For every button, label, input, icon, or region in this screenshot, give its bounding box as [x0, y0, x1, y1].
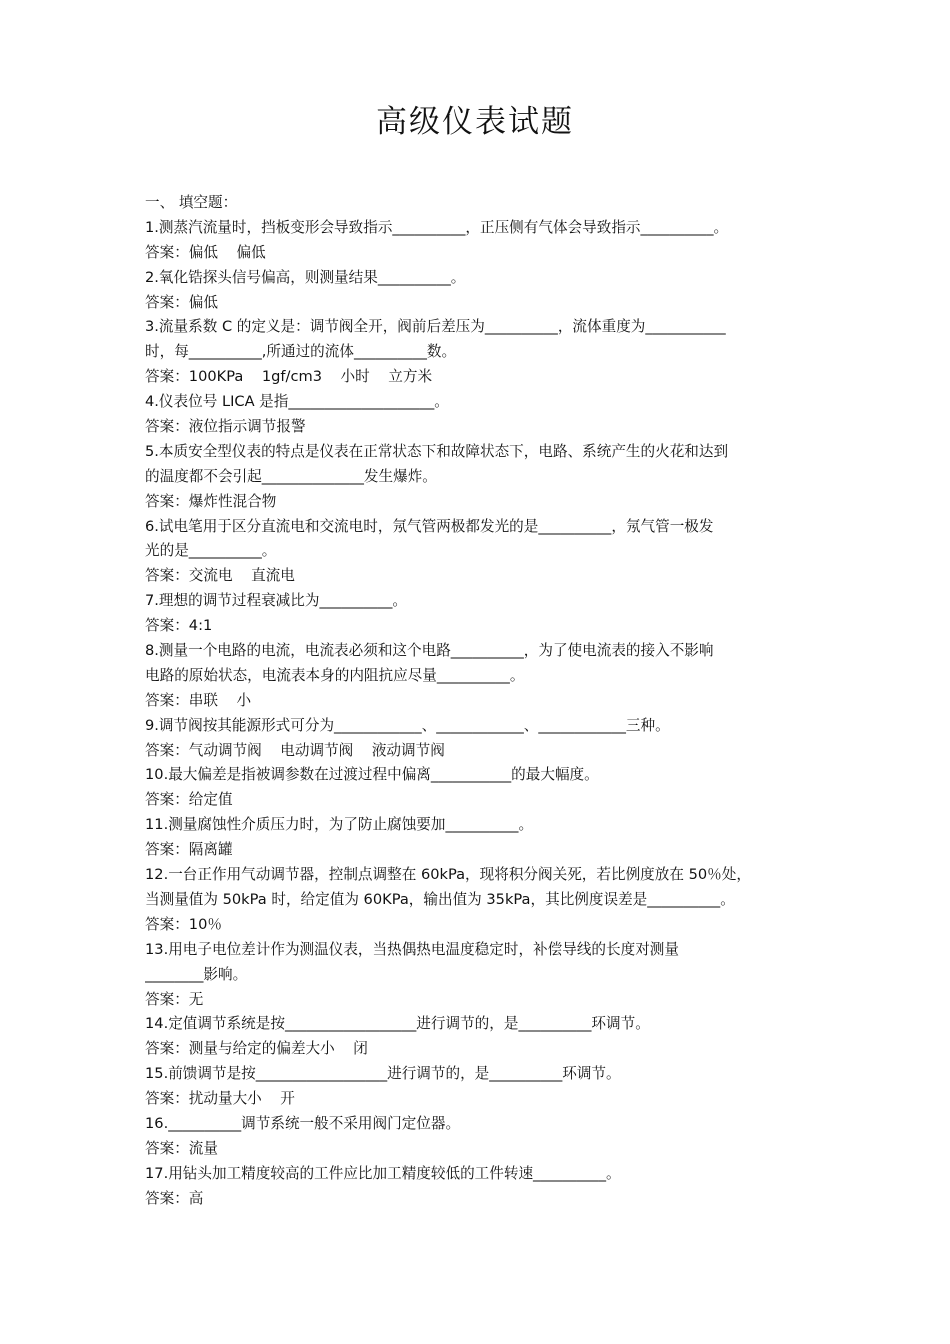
text-line: 答案：4:1: [145, 617, 213, 635]
text-line: 电路的原始状态，电流表本身的内阻抗应尽量__________。: [145, 666, 525, 684]
text-line: 答案：高: [145, 1189, 204, 1207]
text-line: 当测量值为 50kPa 时，给定值为 60KPa，输出值为 35kPa，其比例度误差是__________。: [145, 890, 735, 908]
text-line: 10.最大偏差是指被调参数在过渡过程中偏离___________的最大幅度。: [145, 766, 599, 784]
text-line: 6.试电笔用于区分直流电和交流电时，氖气管两极都发光的是__________，氖气管一极发: [145, 517, 714, 535]
text-line: 答案：气动调节阀 电动调节阀 液动调节阀: [145, 741, 445, 759]
text-line: 9.调节阀按其能源形式可分为____________、____________、____________三种。: [145, 716, 670, 734]
document-title: 高级仪表试题: [376, 104, 574, 140]
text-line: 2.氧化锆探头信号偏高，则测量结果__________。: [145, 268, 466, 286]
text-line: 答案：偏低 偏低: [145, 243, 266, 261]
text-line: 13.用电子电位差计作为测温仪表，当热偶热电温度稳定时，补偿导线的长度对测量: [145, 940, 679, 958]
text-line: 15.前馈调节是按__________________进行调节的，是__________环调节。: [145, 1065, 621, 1083]
text-line: 光的是__________。: [145, 542, 277, 560]
text-line: 3.流量系数 C 的定义是：调节阀全开，阀前后差压为__________，流体重度为___________: [145, 318, 726, 336]
text-line: 8.测量一个电路的电流，电流表必须和这个电路__________，为了使电流表的接入不影响: [145, 642, 714, 660]
text-line: 14.定值调节系统是按__________________进行调节的，是__________环调节。: [145, 1015, 650, 1033]
text-line: 答案：测量与给定的偏差大小 闭: [145, 1040, 368, 1058]
text-line: 答案：交流电 直流电: [145, 567, 295, 585]
text-line: 7.理想的调节过程衰减比为__________。: [145, 592, 408, 610]
text-line: 5.本质安全型仪表的特点是仪表在正常状态下和故障状态下，电路、系统产生的火花和达到: [145, 442, 729, 460]
text-line: ________影响。: [145, 965, 248, 983]
text-line: 答案：隔离罐: [145, 841, 233, 859]
text-line: 答案：100KPa 1gf/cm3 小时 立方米: [145, 368, 433, 386]
text-line: 答案：扰动量大小 开: [145, 1090, 295, 1108]
text-line: 12.一台正作用气动调节器，控制点调整在 60kPa，现将积分阀关死，若比例度放在 50％处，: [145, 866, 751, 884]
text-line: 答案：液位指示调节报警: [145, 418, 306, 436]
text-line: 16.__________调节系统一般不采用阀门定位器。: [145, 1114, 461, 1132]
text-line: 答案：给定值: [145, 791, 233, 809]
text-line: 答案：10％: [145, 915, 222, 933]
text-line: 答案：爆炸性混合物: [145, 492, 277, 510]
text-line: 答案：流量: [145, 1139, 218, 1157]
text-line: 一、 填空题：: [145, 194, 238, 211]
text-line: 时，每__________,所通过的流体__________数。: [145, 343, 457, 361]
text-line: 17.用钻头加工精度较高的工件应比加工精度较低的工件转速__________。: [145, 1164, 621, 1182]
text-line: 1.测蒸汽流量时，挡板变形会导致指示__________，正压侧有气体会导致指示__________。: [145, 218, 729, 236]
text-line: 4.仪表位号 LICA 是指____________________。: [145, 393, 449, 411]
text-line: 答案：无: [145, 990, 204, 1008]
text-line: 答案：偏低: [145, 293, 218, 311]
text-line: 答案：串联 小: [145, 691, 252, 709]
document-body: [145, 191, 815, 1212]
text-line: 11.测量腐蚀性介质压力时，为了防止腐蚀要加__________。: [145, 816, 534, 834]
text-line: 的温度都不会引起______________发生爆炸。: [145, 467, 437, 485]
